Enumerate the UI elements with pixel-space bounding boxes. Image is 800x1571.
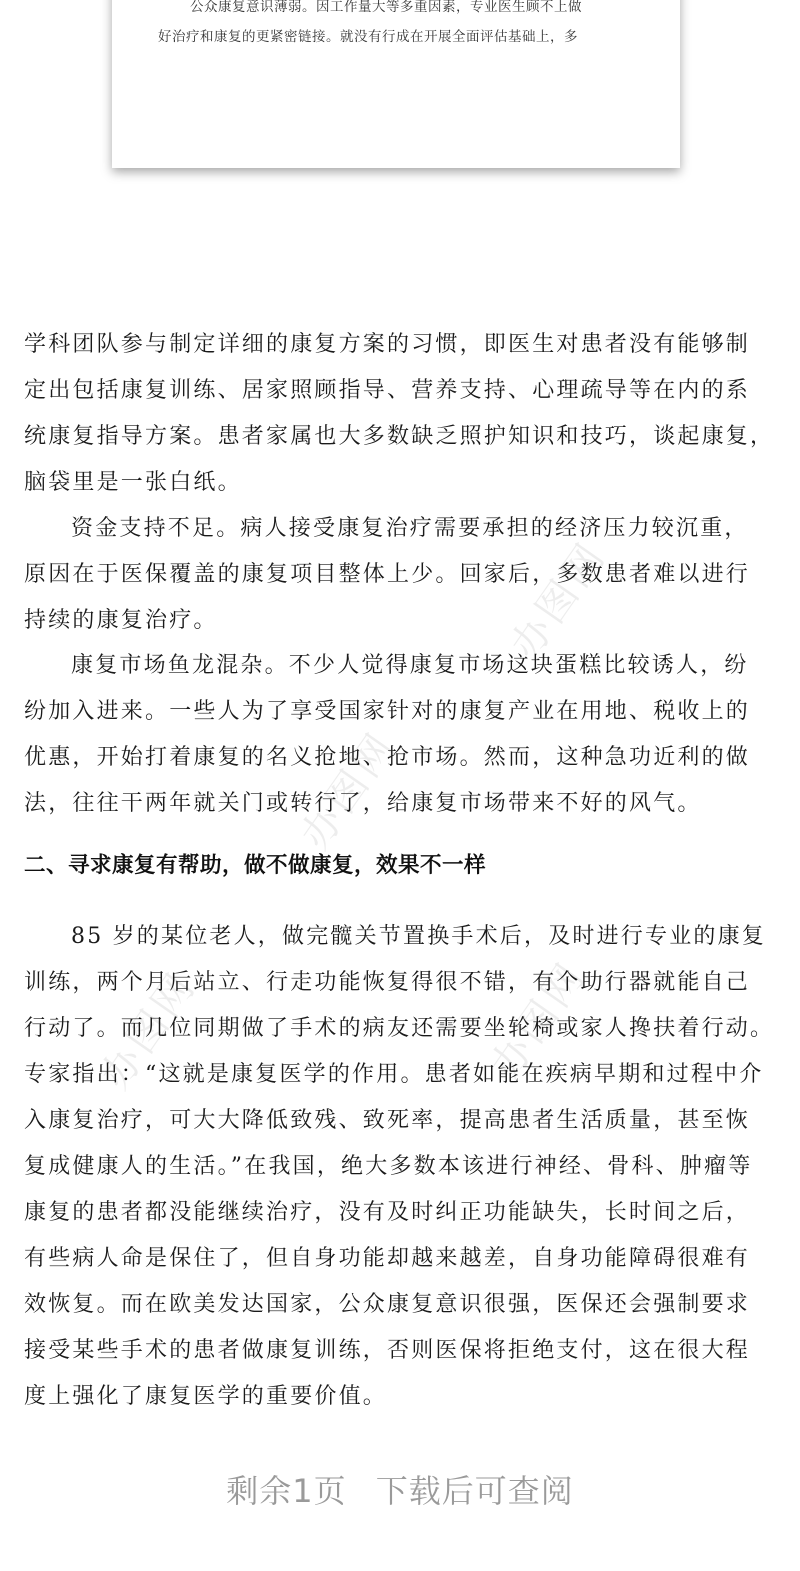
text-line: 效恢复。而在欧美发达国家，公众康复意识很强，医保还会强制要求 bbox=[24, 1292, 751, 1317]
text-line: 专家指出：“这就是康复医学的作用。患者如能在疾病早期和过程中介 bbox=[24, 1062, 764, 1087]
watermark: 办图网 bbox=[92, 963, 206, 1098]
remaining-pages-notice[interactable] bbox=[0, 1466, 800, 1512]
text-line: 持续的康复治疗。 bbox=[24, 608, 218, 633]
text-line: 资金支持不足。病人接受康复治疗需要承担的经济压力较沉重， bbox=[71, 516, 749, 541]
text-line: 接受某些手术的患者做康复训练，否则医保将拒绝支付，这在很大程 bbox=[24, 1338, 751, 1363]
section-heading: 二、寻求康复有帮助，做不做康复，效果不一样 bbox=[24, 853, 487, 878]
text-line: 定出包括康复训练、居家照顾指导、营养支持、心理疏导等在内的系 bbox=[24, 378, 751, 403]
download-hint-label: 下载后可查阅 bbox=[375, 1472, 574, 1510]
watermark: 办图网 bbox=[482, 953, 596, 1088]
text-line: 有些病人命是保住了，但自身功能却越来越差，自身功能障碍很难有 bbox=[24, 1246, 751, 1271]
text-line: 康复市场鱼龙混杂。不少人觉得康复市场这块蛋糕比较诱人，纷 bbox=[71, 653, 749, 678]
paragraph-4 bbox=[24, 914, 780, 1420]
page-preview-card bbox=[112, 0, 680, 168]
text-line: 85 岁的某位老人，做完髋关节置换手术后，及时进行专业的康复 bbox=[71, 924, 766, 949]
watermark: 办图网 bbox=[502, 533, 616, 668]
text-line: 度上强化了康复医学的重要价值。 bbox=[24, 1384, 388, 1409]
text-line: 脑袋里是一张白纸。 bbox=[24, 470, 242, 495]
text-line: 优惠，开始打着康复的名义抢地、抢市场。然而，这种急功近利的做 bbox=[24, 745, 751, 770]
text-line: 统康复指导方案。患者家属也大多数缺乏照护知识和技巧，谈起康复， bbox=[24, 424, 775, 449]
text-line: 法，往往干两年就关门或转行了，给康复市场带来不好的风气。 bbox=[24, 791, 702, 816]
text-line: 纷加入进来。一些人为了享受国家针对的康复产业在用地、税收上的 bbox=[24, 699, 751, 724]
text-line: 学科团队参与制定详细的康复方案的习惯，即医生对患者没有能够制 bbox=[24, 332, 751, 357]
remaining-pages-label: 剩余1页 bbox=[226, 1472, 347, 1510]
paragraph-1 bbox=[24, 322, 780, 506]
text-line: 训练，两个月后站立、行走功能恢复得很不错，有个助行器就能自己 bbox=[24, 970, 751, 995]
paragraph-2 bbox=[24, 506, 780, 644]
text-line: 复成健康人的生活。”在我国，绝大多数本该进行神经、骨科、肿瘤等 bbox=[24, 1154, 753, 1179]
preview-line-1: 公众康复意识薄弱。因工作量大等多重因素，专业医生顾不上做 bbox=[190, 0, 582, 15]
preview-line-2: 好治疗和康复的更紧密链接。就没有行成在开展全面评估基础上，多 bbox=[158, 29, 578, 45]
text-line: 入康复治疗，可大大降低致残、致死率，提高患者生活质量，甚至恢 bbox=[24, 1108, 751, 1133]
text-line: 行动了。而几位同期做了手术的病友还需要坐轮椅或家人搀扶着行动。 bbox=[24, 1016, 775, 1041]
watermark: 办图网 bbox=[292, 723, 406, 858]
text-line: 康复的患者都没能继续治疗，没有及时纠正功能缺失，长时间之后， bbox=[24, 1200, 751, 1225]
paragraph-3 bbox=[24, 643, 780, 827]
text-line: 原因在于医保覆盖的康复项目整体上少。回家后，多数患者难以进行 bbox=[24, 562, 751, 587]
